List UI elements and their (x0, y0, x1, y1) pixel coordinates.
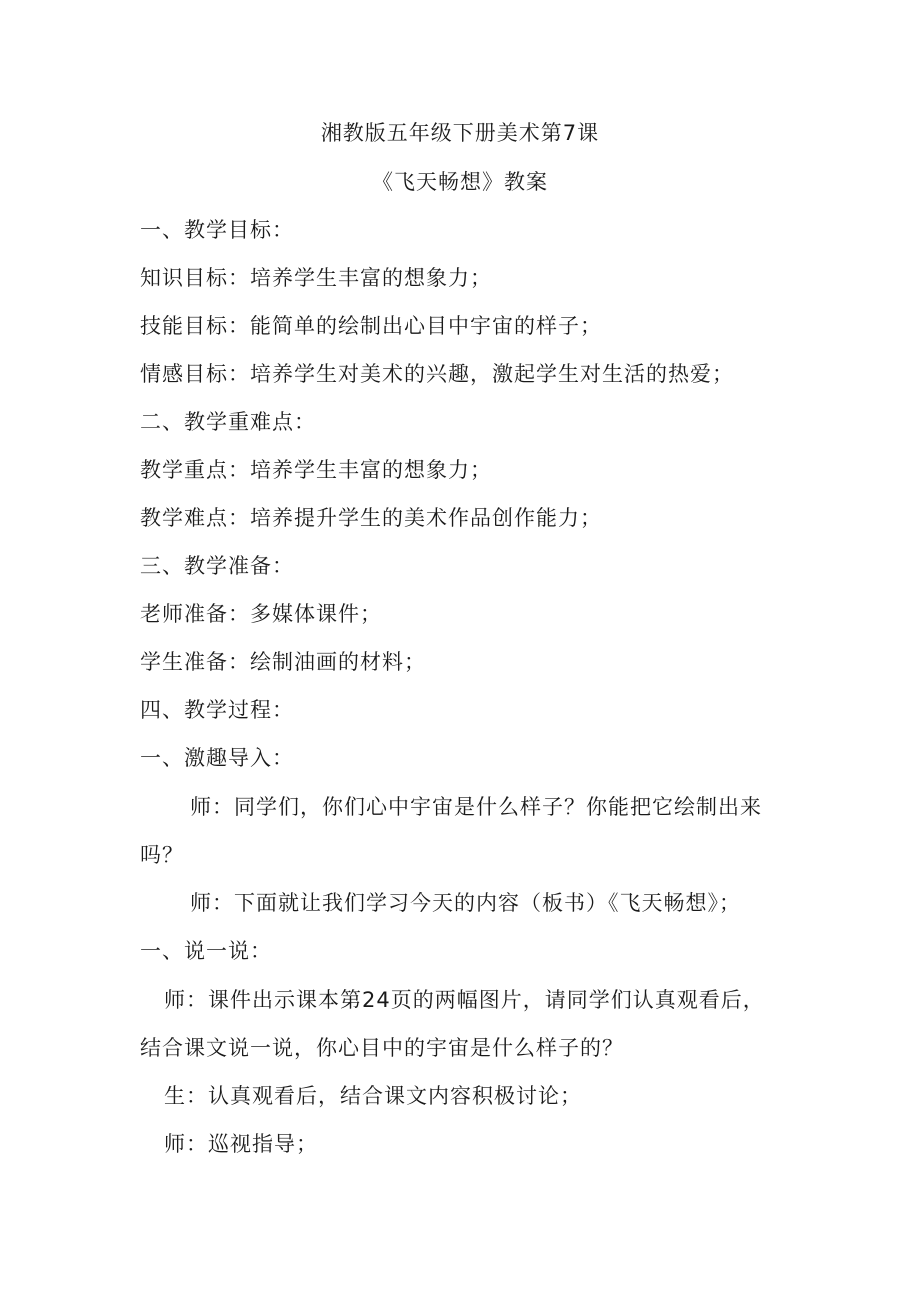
paragraph-line: 吗？ (140, 843, 184, 867)
section-heading: 一、教学目标： (140, 218, 294, 242)
paragraph-line: 知识目标：培养学生丰富的想象力； (140, 266, 492, 290)
paragraph-line: 结合课文说一说，你心目中的宇宙是什么样子的？ (140, 1036, 624, 1060)
paragraph-line: 老师准备：多媒体课件； (140, 602, 382, 626)
subsection-heading: 一、说一说： (140, 939, 272, 963)
section-heading: 三、教学准备： (140, 554, 294, 578)
paragraph-line: 师：课件出示课本第24页的两幅图片，请同学们认真观看后， (164, 988, 765, 1012)
paragraph-line: 师：下面就让我们学习今天的内容（板书）《飞天畅想》； (190, 891, 741, 915)
paragraph-line: 教学难点：培养提升学生的美术作品创作能力； (140, 506, 602, 530)
paragraph-line: 技能目标：能简单的绘制出心目中宇宙的样子； (140, 314, 602, 338)
paragraph-line: 情感目标：培养学生对美术的兴趣，激起学生对生活的热爱； (140, 362, 734, 386)
document-subtitle: 《飞天畅想》教案 (372, 170, 548, 194)
paragraph-line: 学生准备：绘制油画的材料； (140, 650, 426, 674)
paragraph-line: 生：认真观看后，结合课文内容积极讨论； (164, 1084, 582, 1108)
section-heading: 二、教学重难点： (140, 410, 316, 434)
subsection-heading: 一、激趣导入： (140, 746, 294, 770)
paragraph-line: 教学重点：培养学生丰富的想象力； (140, 458, 492, 482)
section-heading: 四、教学过程： (140, 698, 294, 722)
document-title: 湘教版五年级下册美术第7课 (320, 121, 600, 145)
paragraph-line: 师：同学们，你们心中宇宙是什么样子？你能把它绘制出来 (190, 795, 762, 819)
paragraph-line: 师：巡视指导； (164, 1132, 318, 1156)
